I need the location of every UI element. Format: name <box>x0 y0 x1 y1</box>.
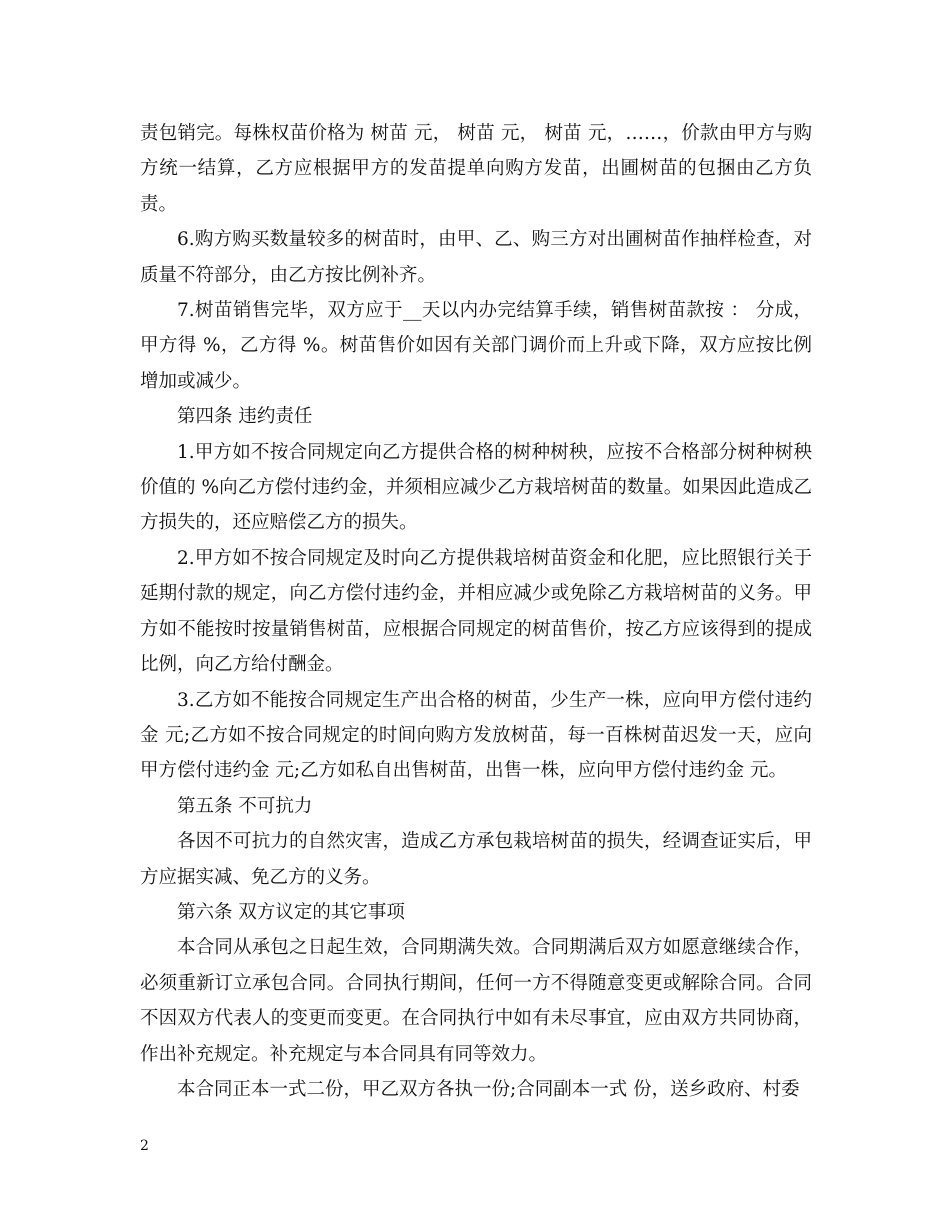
paragraph-clause-7: 7.树苗销售完毕，双方应于__天以内办完结算手续，销售树苗款按 ： 分成，甲方得 %，乙方得 %。树苗售价如因有关部门调价而上升或下降，双方应按比例增加或减少。 <box>140 300 812 392</box>
paragraph-copies: 本合同正本一式二份，甲乙双方各执一份;合同副本一式 份，送乡政府、村委 <box>177 1078 800 1100</box>
paragraph-clause-6: 6.购方购买数量较多的树苗时，由甲、乙、购三方对出圃树苗作抽样检查，对质量不符部分，由乙方按比例补齐。 <box>140 229 812 286</box>
document-body <box>140 116 812 1107</box>
paragraph-liability-3: 3.乙方如不能按合同规定生产出合格的树苗，少生产一株，应向甲方偿付违约金 元;乙方如不按合同规定的时间向购方发放树苗，每一百株树苗迟发一天，应向甲方偿付违约金 元;乙方如私自出售树苗，出售一株，应向甲方偿付违约金 元。 <box>140 689 812 782</box>
paragraph-liability-1: 1.甲方如不按合同规定向乙方提供合格的树种树秧，应按不合格部分树种树秧价值的 %向乙方偿付违约金，并须相应减少乙方栽培树苗的数量。如果因此造成乙方损失的，还应赔偿乙方的损失。 <box>140 441 812 534</box>
paragraph-force-majeure: 各因不可抗力的自然灾害，造成乙方承包栽培树苗的损失，经调查证实后，甲方应据实减、免乙方的义务。 <box>140 831 812 888</box>
paragraph-other-matters: 本合同从承包之日起生效，合同期满失效。合同期满后双方如愿意继续合作，必须重新订立承包合同。合同执行期间，任何一方不得随意变更或解除合同。合同不因双方代表人的变更而变更。在合同执行中如有未尽事宜，应由双方共同协商，作出补充规定。补充规定与本合同具有同等效力。 <box>140 937 812 1065</box>
page-number: 2 <box>140 1138 149 1154</box>
paragraph-continuation: 责包销完。每株权苗价格为 树苗 元， 树苗 元， 树苗 元，……，价款由甲方与购方统一结算，乙方应根据甲方的发苗提单向购方发苗，出圃树苗的包捆由乙方负责。 <box>140 123 812 215</box>
section-heading-article-4: 第四条 违约责任 <box>177 406 313 428</box>
section-heading-article-6: 第六条 双方议定的其它事项 <box>177 901 405 923</box>
paragraph-liability-2: 2.甲方如不按合同规定及时向乙方提供栽培树苗资金和化肥，应比照银行关于延期付款的规定，向乙方偿付违约金，并相应减少或免除乙方栽培树苗的义务。甲方如不能按时按量销售树苗，应根据合同规定的树苗售价，按乙方应该得到的提成比例，向乙方给付酬金。 <box>140 547 812 676</box>
section-heading-article-5: 第五条 不可抗力 <box>177 795 313 817</box>
